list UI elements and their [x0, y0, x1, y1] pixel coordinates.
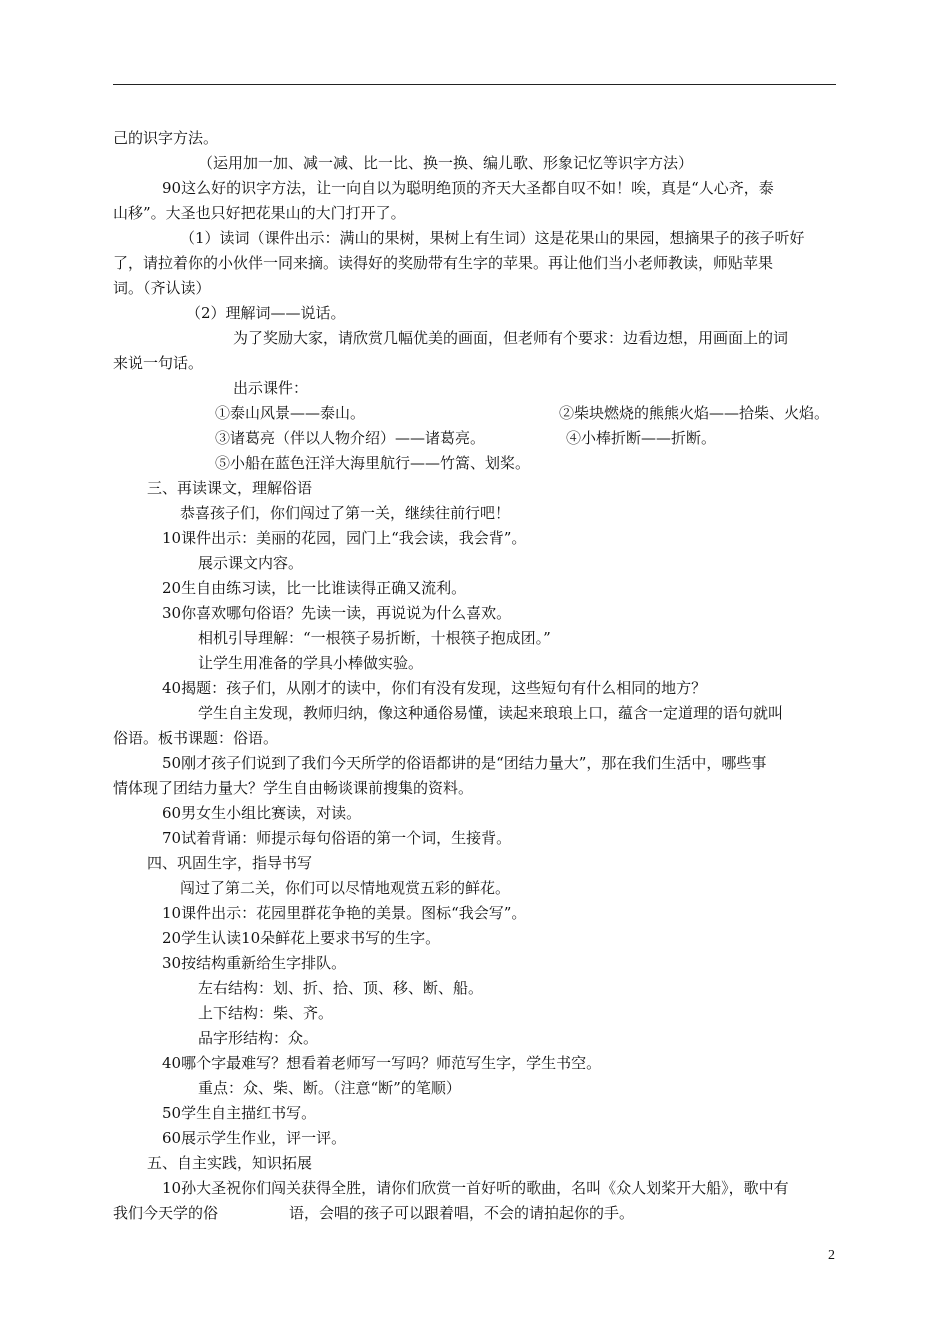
section-heading: 五、自主实践，知识拓展: [147, 1154, 313, 1172]
text-line: 来说一句话。: [113, 354, 204, 372]
text-line: ①泰山风景——泰山。: [215, 404, 366, 422]
header-rule: [113, 84, 836, 85]
text-line: 己的识字方法。: [113, 129, 219, 147]
text-line: 20生自由练习读，比一比谁读得正确又流利。: [162, 579, 467, 597]
text-line: 60男女生小组比赛读，对读。: [162, 804, 362, 822]
text-line: 词。（齐认读）: [113, 279, 211, 297]
text-line: 10课件出示：花园里群花争艳的美景。图标“我会写”。: [162, 904, 527, 922]
text-line: 40哪个字最难写？想看着老师写一写吗？师范写生字，学生书空。: [162, 1054, 602, 1072]
text-line: 俗语。板书课题：俗语。: [113, 729, 279, 747]
text-line: 山移”。大圣也只好把花果山的大门打开了。: [113, 204, 406, 222]
text-line: 学生自主发现，教师归纳，像这种通俗易懂，读起来琅琅上口，蕴含一定道理的语句就叫: [198, 704, 784, 722]
section-heading: 四、巩固生字，指导书写: [147, 854, 313, 872]
text-line: 重点：众、柴、断。（注意“断”的笔顺）: [198, 1079, 461, 1097]
text-line: ②柴块燃烧的熊熊火焰——拾柴、火焰。: [559, 404, 830, 422]
text-line: ④小棒折断——折断。: [566, 429, 717, 447]
text-line: 恭喜孩子们，你们闯过了第一关，继续往前行吧！: [180, 504, 511, 522]
text-line: 30按结构重新给生字排队。: [162, 954, 347, 972]
text-line: 展示课文内容。: [198, 554, 304, 572]
text-line: 我们今天学的俗: [113, 1204, 219, 1222]
text-line: 30你喜欢哪句俗语？先读一读，再说说为什么喜欢。: [162, 604, 512, 622]
text-line: ⑤小船在蓝色汪洋大海里航行——竹篙、划桨。: [215, 454, 531, 472]
text-line: 上下结构：柴、齐。: [198, 1004, 334, 1022]
text-line: 10课件出示：美丽的花园，园门上“我会读，我会背”。: [162, 529, 527, 547]
text-line: 70试着背诵：师提示每句俗语的第一个词，生接背。: [162, 829, 512, 847]
text-line: 为了奖励大家，请欣赏几幅优美的画面，但老师有个要求：边看边想，用画面上的词: [233, 329, 789, 347]
text-line: （2）理解词——说话。: [186, 304, 346, 322]
text-line: 40揭题：孩子们，从刚才的读中，你们有没有发现，这些短句有什么相同的地方？: [162, 679, 707, 697]
text-line: 了，请拉着你的小伙伴一同来摘。读得好的奖励带有生字的苹果。再让他们当小老师教读，师贴苹果: [113, 254, 774, 272]
text-line: 闯过了第二关，你们可以尽情地观赏五彩的鲜花。: [180, 879, 511, 897]
text-line: （1）读词（课件出示：满山的果树，果树上有生词）这是花果山的果园，想摘果子的孩子听好: [180, 229, 805, 247]
text-line: 10孙大圣祝你们闯关获得全胜，请你们欣赏一首好听的歌曲，名叫《众人划桨开大船》，歌中有: [162, 1179, 789, 1197]
text-line: 品字形结构：众。: [198, 1029, 319, 1047]
text-line: 20学生认读10朵鲜花上要求书写的生字。: [162, 929, 441, 947]
text-line: 相机引导理解：“一根筷子易折断，十根筷子抱成团。”: [198, 629, 551, 647]
page-number: 2: [828, 1248, 835, 1263]
section-heading: 三、再读课文，理解俗语: [147, 479, 313, 497]
text-line: 让学生用准备的学具小棒做实验。: [198, 654, 424, 672]
text-line: 语，会唱的孩子可以跟着唱，不会的请拍起你的手。: [289, 1204, 635, 1222]
text-line: 情体现了团结力量大？学生自由畅谈课前搜集的资料。: [113, 779, 474, 797]
text-line: 左右结构：划、折、拾、顶、移、断、船。: [198, 979, 484, 997]
text-line: 出示课件：: [233, 379, 309, 397]
text-line: ③诸葛亮（伴以人物介绍）——诸葛亮。: [215, 429, 486, 447]
text-line: 90这么好的识字方法，让一向自以为聪明绝顶的齐天大圣都自叹不如！唉，真是“人心齐，泰: [162, 179, 774, 197]
text-line: 50刚才孩子们说到了我们今天所学的俗语都讲的是“团结力量大”，那在我们生活中，哪些事: [162, 754, 767, 772]
text-line: 60展示学生作业，评一评。: [162, 1129, 347, 1147]
text-line: （运用加一加、减一减、比一比、换一换、编儿歌、形象记忆等识字方法）: [198, 154, 694, 172]
text-line: 50学生自主描红书写。: [162, 1104, 317, 1122]
